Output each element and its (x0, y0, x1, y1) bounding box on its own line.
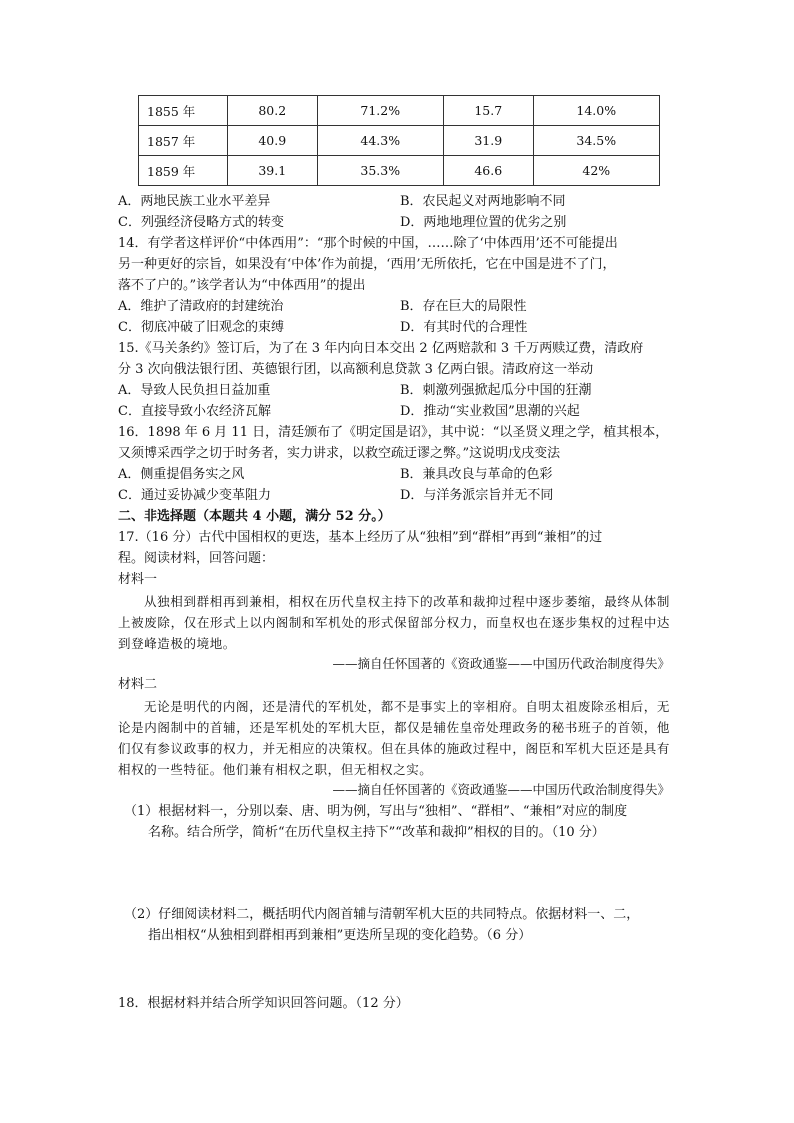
q14-stem-line1: 14．有学者这样评价“中体西用”：“那个时候的中国，……除了‘中体西用’还不可能提出 (118, 236, 618, 251)
q17-subquestion-1-line2: 名称。结合所学，简析“在历代皇权主持下”“改革和裁抑”相权的目的。（10 分） (148, 825, 605, 840)
material-1-text: 从独相到群相再到兼相，相权在历代皇权主持下的改革和裁抑过程中逐步萎缩，最终从体制上被废除，仅在形式上以内阁制和军机处的形式保留部分权力，而皇权也在逐步集权的过程中达到登峰造极的境地。 (118, 594, 670, 651)
q14-option-a: A．维护了清政府的封建统治 (118, 299, 284, 314)
table-cell: 34.5% (533, 126, 659, 156)
table-cell: 35.3% (317, 156, 443, 186)
q16-option-d: D．与洋务派宗旨并无不同 (400, 488, 554, 503)
q15-stem-line2: 分 3 次向俄法银行团、英德银行团，以高额利息贷款 3 亿两白银。清政府这一举动 (118, 362, 594, 377)
q16-option-b: B．兼具改良与革命的色彩 (400, 467, 553, 482)
q14-stem-line3: 落不了户的。”该学者认为“中体西用”的提出 (118, 278, 366, 293)
table-row (139, 126, 660, 156)
q14-option-b: B．存在巨大的局限性 (400, 299, 527, 314)
table-cell: 44.3% (317, 126, 443, 156)
q16-stem-line1: 16．1898 年 6 月 11 日，清廷颁布了《明定国是诏》，其中说：“以圣贤义理之学，植其根本， (118, 425, 669, 440)
table-cell: 46.6 (443, 156, 533, 186)
material-2-source: ——摘自任怀国著的《资政通鉴——中国历代政治制度得失》 (332, 782, 670, 797)
q17-subquestion-1 (124, 801, 672, 843)
q17-subquestion-1-line1: （1）根据材料一，分别以秦、唐、明为例，写出与“独相”、“群相”、“兼相”对应的制度 (124, 804, 628, 819)
table-cell: 39.1 (228, 156, 318, 186)
table-cell: 80.2 (228, 96, 318, 126)
table-cell: 14.0% (533, 96, 659, 126)
q16-option-a: A．侧重提倡务实之风 (118, 467, 245, 482)
table-cell: 31.9 (443, 126, 533, 156)
q14-option-d: D．有其时代的合理性 (400, 320, 528, 335)
data-table (138, 95, 660, 186)
table-row (139, 156, 660, 186)
q13-option-c: C．列强经济侵略方式的转变 (118, 215, 284, 230)
material-1-source: ——摘自任怀国著的《资政通鉴——中国历代政治制度得失》 (332, 656, 670, 671)
q13-option-b: B．农民起义对两地影响不同 (400, 194, 566, 209)
q15-stem-line1: 15.《马关条约》签订后，为了在 3 年内向日本交出 2 亿两赔款和 3 千万两赎辽费，清政府 (118, 341, 644, 356)
q17-subquestion-2-line2: 指出相权“从独相到群相再到兼相”更迭所呈现的变化趋势。（6 分） (148, 928, 532, 943)
q15-option-d: D．推动“实业救国”思潮的兴起 (400, 404, 580, 419)
table-cell: 1855 年 (139, 96, 228, 126)
q15-option-b: B．刺激列强掀起瓜分中国的狂潮 (400, 383, 592, 398)
q14-option-c: C．彻底冲破了旧观念的束缚 (118, 320, 284, 335)
q13-option-a: A．两地民族工业水平差异 (118, 194, 271, 209)
table-cell: 1857 年 (139, 126, 228, 156)
table-row (139, 96, 660, 126)
q15-option-c: C．直接导致小农经济瓦解 (118, 404, 271, 419)
q17-stem-line1: 17.（16 分）古代中国相权的更迭，基本上经历了从“独相”到“群相”再到“兼相”的过 (118, 530, 603, 545)
table-cell: 40.9 (228, 126, 318, 156)
table-cell: 15.7 (443, 96, 533, 126)
q18-stem: 18．根据材料并结合所学知识回答问题。（12 分） (118, 996, 409, 1011)
section-heading: 二、非选择题（本题共 4 小题，满分 52 分。） (118, 509, 391, 524)
q17-stem-line2: 程。阅读材料，回答问题： (118, 551, 275, 566)
table-cell: 71.2% (317, 96, 443, 126)
q14-stem-line2: 另一种更好的宗旨，如果没有‘中体’作为前提，‘西用’无所依托，它在中国是进不了门， (118, 257, 616, 272)
material-1-label: 材料一 (118, 572, 158, 587)
table-cell: 42% (533, 156, 659, 186)
material-2-label: 材料二 (118, 677, 158, 692)
q15-option-a: A．导致人民负担日益加重 (118, 383, 271, 398)
q17-subquestion-2-line1: （2）仔细阅读材料二，概括明代内阁首辅与清朝军机大臣的共同特点。依据材料一、二， (124, 907, 640, 922)
table-cell: 1859 年 (139, 156, 228, 186)
q16-stem-line2: 又须博采西学之切于时务者，实力讲求，以救空疏迂谬之弊。”这说明戊戌变法 (118, 446, 561, 461)
q17-subquestion-2 (124, 904, 672, 946)
q16-option-c: C．通过妥协减少变革阻力 (118, 488, 271, 503)
q13-option-d: D．两地地理位置的优劣之别 (400, 215, 567, 230)
material-2-text: 无论是明代的内阁，还是清代的军机处，都不是事实上的宰相府。自明太祖废除丞相后，无论是内阁制中的首辅，还是军机处的军机大臣，都仅是辅佐皇帝处理政务的秘书班子的首领，他们仅有参议政事的权力，并无相应的决策权。但在具体的施政过程中，阁臣和军机大臣还是具有相权的一些特征。他们兼有相权之职，但无相权之实。 (118, 699, 670, 777)
